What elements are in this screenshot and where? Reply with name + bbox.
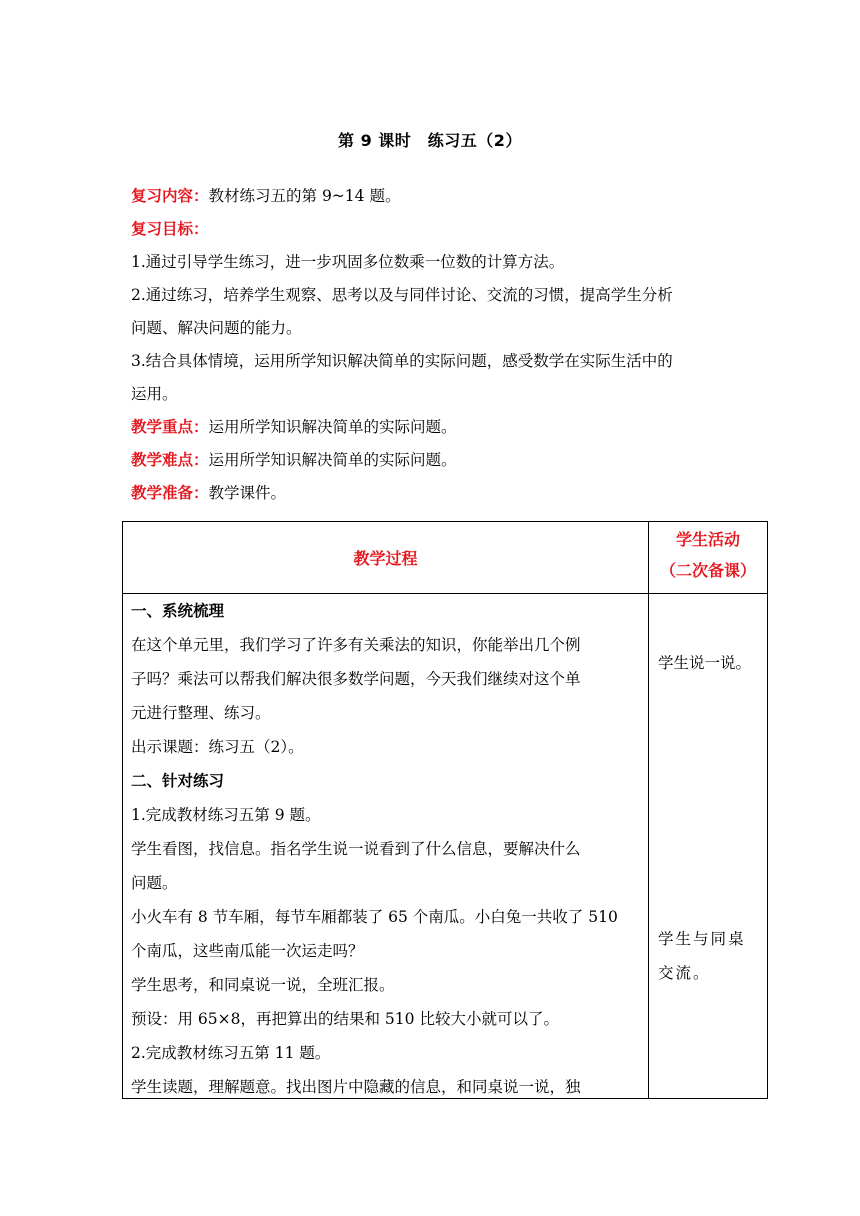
goal-3-line-2: 运用。 xyxy=(131,385,178,403)
goal-1: 1.通过引导学生练习，进一步巩固多位数乘一位数的计算方法。 xyxy=(131,253,565,271)
column-divider xyxy=(648,522,649,1098)
review-goals-row xyxy=(131,213,771,246)
page-title: 第 9 课时 练习五（2） xyxy=(338,131,522,150)
student-activity-note-2-line1: 学生与同桌 xyxy=(658,930,746,948)
paragraph-line: 学生读题，理解题意。找出图片中隐藏的信息，和同桌说一说，独 xyxy=(131,1078,581,1096)
review-content-row xyxy=(131,180,771,213)
review-goals-label: 复习目标： xyxy=(131,220,209,238)
paragraph-line: 学生看图，找信息。指名学生说一说看到了什么信息，要解决什么 xyxy=(131,840,581,858)
header-student-activity-line2: （二次备课） xyxy=(659,561,756,580)
key-point-row xyxy=(131,411,771,444)
paragraph-line: 个南瓜，这些南瓜能一次运走吗？ xyxy=(131,942,364,960)
key-point-text: 运用所学知识解决简单的实际问题。 xyxy=(208,418,457,436)
preparation-row xyxy=(131,477,771,510)
teaching-process-table xyxy=(122,521,768,1099)
goal-2-line-2: 问题、解决问题的能力。 xyxy=(131,319,302,337)
teaching-process-content xyxy=(131,594,643,1104)
section-1-title: 一、系统梳理 xyxy=(131,602,225,620)
paragraph-line: 元进行整理、练习。 xyxy=(131,704,271,722)
key-point-label: 教学重点： xyxy=(131,418,209,436)
lesson-meta xyxy=(131,180,771,510)
difficult-point-label: 教学难点： xyxy=(131,451,209,469)
paragraph-line: 2.完成教材练习五第 11 题。 xyxy=(131,1044,331,1062)
paragraph-line: 学生思考，和同桌说一说，全班汇报。 xyxy=(131,976,395,994)
review-content-label: 复习内容： xyxy=(131,187,209,205)
paragraph-line: 出示课题：练习五（2）。 xyxy=(131,738,304,756)
difficult-point-row xyxy=(131,444,771,477)
review-content-text: 教材练习五的第 9~14 题。 xyxy=(208,187,401,205)
header-student-activity xyxy=(649,522,767,595)
goal-3-line-1: 3.结合具体情境，运用所学知识解决简单的实际问题，感受数学在实际生活中的 xyxy=(131,352,673,370)
difficult-point-text: 运用所学知识解决简单的实际问题。 xyxy=(208,451,457,469)
paragraph-line: 1.完成教材练习五第 9 题。 xyxy=(131,806,321,824)
paragraph-line: 子吗？乘法可以帮我们解决很多数学问题，今天我们继续对这个单 xyxy=(131,670,581,688)
paragraph-line: 小火车有 8 节车厢，每节车厢都装了 65 个南瓜。小白兔一共收了 510 xyxy=(131,908,618,926)
header-teaching-process: 教学过程 xyxy=(353,549,418,568)
student-activity-note-2 xyxy=(658,922,762,990)
preparation-label: 教学准备： xyxy=(131,484,209,502)
student-activity-note-2-line2: 交流。 xyxy=(658,964,711,982)
header-student-activity-line1: 学生活动 xyxy=(675,530,740,549)
section-2-title: 二、针对练习 xyxy=(131,772,225,790)
paragraph-line: 在这个单元里，我们学习了许多有关乘法的知识，你能举出几个例 xyxy=(131,636,581,654)
goal-2-line-1: 2.通过练习，培养学生观察、思考以及与同伴讨论、交流的习惯，提高学生分析 xyxy=(131,286,673,304)
paragraph-line: 问题。 xyxy=(131,874,178,892)
preparation-text: 教学课件。 xyxy=(208,484,287,502)
student-activity-note-1: 学生说一说。 xyxy=(658,654,752,672)
paragraph-line: 预设：用 65×8，再把算出的结果和 510 比较大小就可以了。 xyxy=(131,1010,559,1028)
